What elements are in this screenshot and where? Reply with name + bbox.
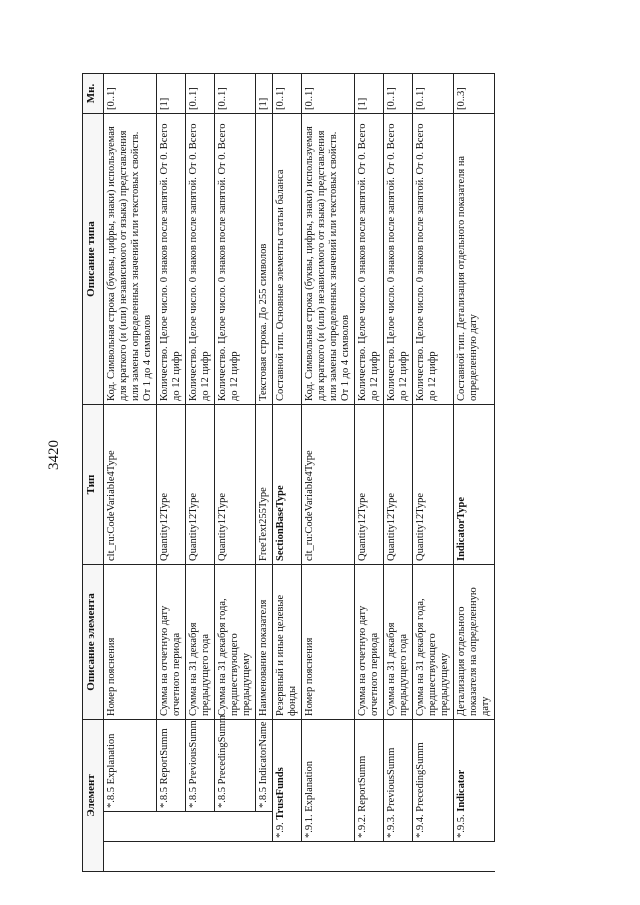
table-row [186, 74, 215, 872]
table-row [413, 74, 454, 872]
element-cell [273, 720, 302, 842]
multiplicity: [0..1] [413, 74, 454, 114]
header-type: Тип [83, 405, 104, 565]
element-cell [104, 720, 157, 812]
type-name: Quantity12Type [384, 405, 413, 565]
element-cell [215, 714, 256, 812]
element-name: PreviousSumm [188, 720, 199, 785]
element-spec-table [82, 73, 495, 872]
element-number: *.9.5. [456, 814, 467, 838]
element-description: Номер пояснения [302, 565, 355, 720]
table-row [273, 74, 302, 872]
indent-cell [256, 842, 273, 872]
header-mn: Мн. [83, 74, 104, 114]
multiplicity: [0..3] [454, 74, 495, 114]
rotated-table-wrapper [82, 74, 522, 872]
type-name: Quantity12Type [413, 405, 454, 565]
element-number: *.9.1. [304, 814, 315, 838]
type-description: Количество. Целое число. 0 знаков после запятой. От 0. Всего до 12 цифр [157, 114, 186, 405]
multiplicity: [1] [157, 74, 186, 114]
element-number: *.8.5 [106, 787, 117, 808]
table-header-row [83, 74, 104, 872]
indent-cell [157, 842, 186, 872]
multiplicity: [1] [256, 74, 273, 114]
type-description: Код. Символьная строка (буквы, цифры, знаки) используемая для краткого (и (или) независимого от языка) представления или замены определенных значений или текстовых свойств. От 1 до 4 символов [104, 114, 157, 405]
multiplicity: [0..1] [384, 74, 413, 114]
type-description: Текстовая строка. До 255 символов [256, 114, 273, 405]
indent-cell [256, 812, 273, 842]
type-name: Quantity12Type [355, 405, 384, 565]
multiplicity: [0..1] [302, 74, 355, 114]
indent-cell [384, 842, 413, 872]
table-row [302, 74, 355, 872]
element-number: *.9.3. [386, 814, 397, 838]
element-cell [355, 720, 384, 842]
element-cell [157, 720, 186, 812]
page-number: 3420 [46, 440, 62, 470]
element-name: ReportSumm [159, 728, 170, 785]
element-description: Резервный и иные целевые фонды [273, 565, 302, 720]
element-description: Сумма на отчетную дату отчетного периода [355, 565, 384, 720]
element-name: Explanation [106, 733, 117, 785]
type-description: Составной тип. Основные элементы статьи баланса [273, 114, 302, 405]
element-description: Наименование показателя [256, 565, 273, 720]
header-element: Элемент [83, 720, 104, 872]
type-description: Код. Символьная строка (буквы, цифры, знаки) используемая для краткого (и (или) независимого от языка) представления или замены определенных значений или текстовых свойств. От 1 до 4 символов [302, 114, 355, 405]
type-name: FreeText255Type [256, 405, 273, 565]
table-row [454, 74, 495, 872]
indent-cell [104, 812, 157, 842]
element-cell [384, 720, 413, 842]
type-name: Quantity12Type [186, 405, 215, 565]
indent-cell [215, 812, 256, 842]
type-description: Количество. Целое число. 0 знаков после запятой. От 0. Всего до 12 цифр [186, 114, 215, 405]
type-description: Количество. Целое число. 0 знаков после запятой. От 0. Всего до 12 цифр [413, 114, 454, 405]
element-description: Сумма на 31 декабря года, предшествующего предыдущему [413, 565, 454, 720]
element-name: PreviousSumm [386, 747, 397, 812]
multiplicity: [0..1] [186, 74, 215, 114]
table-row [256, 74, 273, 872]
element-name: IndicatorName [258, 721, 269, 785]
element-cell [256, 720, 273, 812]
element-cell [302, 720, 355, 842]
table-row [384, 74, 413, 872]
header-type-desc: Описание типа [83, 114, 104, 405]
element-description: Сумма на 31 декабря предыдущего года [384, 565, 413, 720]
element-cell [413, 720, 454, 842]
element-number: *.8.5 [258, 787, 269, 808]
element-name: Explanation [304, 761, 315, 812]
type-name: clt_ru:CodeVariable4Type [302, 405, 355, 565]
element-number: *.9.2. [357, 814, 368, 838]
element-number: *.9.4. [415, 814, 426, 838]
indent-cell [157, 812, 186, 842]
element-name: TrustFunds [275, 767, 286, 820]
element-description: Сумма на 31 декабря года, предшествующего предыдущему [215, 565, 256, 720]
element-number: *.9. [275, 822, 286, 838]
type-name: Quantity12Type [157, 405, 186, 565]
indent-cell [273, 842, 302, 872]
indent-cell [302, 842, 355, 872]
table-row [355, 74, 384, 872]
element-name: PrecedingSumm [415, 742, 426, 812]
type-name: IndicatorType [454, 405, 495, 565]
element-description: Номер пояснения [104, 565, 157, 720]
type-name: SectionBaseType [273, 405, 302, 565]
table-row [157, 74, 186, 872]
multiplicity: [0..1] [215, 74, 256, 114]
type-description: Количество. Целое число. 0 знаков после запятой. От 0. Всего до 12 цифр [355, 114, 384, 405]
type-description: Количество. Целое число. 0 знаков после запятой. От 0. Всего до 12 цифр [215, 114, 256, 405]
type-name: Quantity12Type [215, 405, 256, 565]
element-description: Сумма на 31 декабря предыдущего года [186, 565, 215, 720]
type-name: clt_ru:CodeVariable4Type [104, 405, 157, 565]
header-element-desc: Описание элемента [83, 565, 104, 720]
element-name: Indicator [456, 769, 467, 812]
element-cell [186, 720, 215, 812]
indent-cell [186, 842, 215, 872]
rotated-table-stage [82, 74, 522, 872]
indent-cell [215, 842, 256, 872]
indent-cell [186, 812, 215, 842]
multiplicity: [0..1] [273, 74, 302, 114]
element-name: ReportSumm [357, 755, 368, 812]
multiplicity: [0..1] [104, 74, 157, 114]
table-row [104, 74, 157, 872]
element-description: Сумма на отчетную дату отчетного периода [157, 565, 186, 720]
indent-cell [355, 842, 384, 872]
type-description: Составной тип. Детализация отдельного показателя на определенную дату [454, 114, 495, 405]
element-number: *.8.5 [217, 787, 228, 808]
element-description: Детализация отдельного показателя на определенную дату [454, 565, 495, 720]
multiplicity: [1] [355, 74, 384, 114]
element-number: *.8.5 [159, 787, 170, 808]
indent-cell [413, 842, 454, 872]
indent-cell [454, 842, 495, 872]
page-number-container [40, 430, 70, 490]
table-row [215, 74, 256, 872]
element-number: *.8.5 [188, 787, 199, 808]
element-name: PrecedingSumm [217, 714, 228, 785]
type-description: Количество. Целое число. 0 знаков после запятой. От 0. Всего до 12 цифр [384, 114, 413, 405]
indent-cell [104, 842, 157, 872]
element-cell [454, 720, 495, 842]
